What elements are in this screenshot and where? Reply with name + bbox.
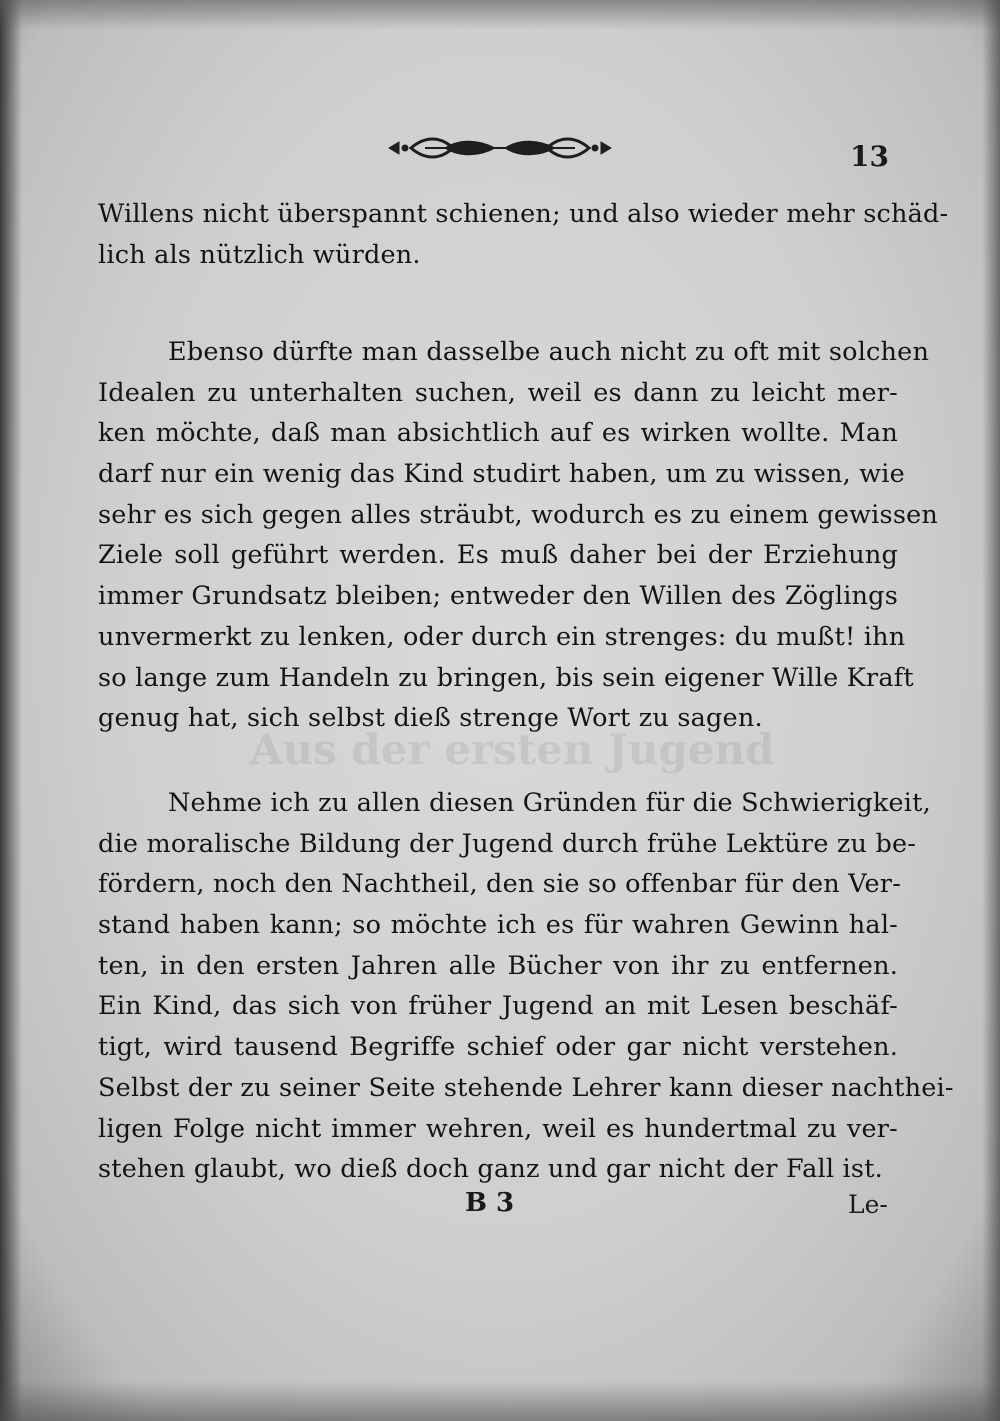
text-line: stand haben kann; so möchte ich es für wahren Gewinn hal- <box>98 910 898 941</box>
text-line: Ziele soll geführt werden. Es muß daher bei der Erziehung <box>98 540 898 571</box>
printer-signature: B 3 <box>465 1188 515 1218</box>
text-line: so lange zum Handeln zu bringen, bis sein eigener Wille Kraft <box>98 662 914 693</box>
paragraph-1 <box>98 194 949 275</box>
text-line: tigt, wird tausend Begriffe schief oder gar nicht verstehen. <box>98 1032 898 1063</box>
paragraph-3 <box>98 783 954 1190</box>
text-line: Selbst der zu seiner Seite stehende Lehrer kann dieser nachthei- <box>98 1072 954 1103</box>
page-number: 13 <box>850 140 889 173</box>
text-line: fördern, noch den Nachtheil, den sie so offenbar für den Ver- <box>98 869 902 900</box>
page-shadow-bottom <box>0 1381 1000 1421</box>
page-shadow-left <box>0 0 22 1421</box>
text-line: ligen Folge nicht immer wehren, weil es hundertmal zu ver- <box>98 1113 898 1144</box>
text-line: stehen glaubt, wo dieß doch ganz und gar nicht der Fall ist. <box>98 1154 883 1185</box>
text-line: Ebenso dürfte man dasselbe auch nicht zu oft mit solchen <box>168 337 930 367</box>
text-line: Willens nicht überspannt schienen; und also wieder mehr schäd- <box>98 199 949 229</box>
paragraph-2 <box>98 332 939 739</box>
page-shadow-right <box>982 0 1000 1421</box>
text-line: die moralische Bildung der Jugend durch frühe Lektüre zu be- <box>98 828 917 859</box>
text-line: Ein Kind, das sich von früher Jugend an mit Lesen beschäf- <box>98 991 898 1022</box>
text-line: sehr es sich gegen alles sträubt, wodurch es zu einem gewissen <box>98 499 939 530</box>
text-line: lich als nützlich würden. <box>98 239 421 270</box>
text-line: Idealen zu unterhalten suchen, weil es dann zu leicht mer- <box>98 377 898 408</box>
text-line: ten, in den ersten Jahren alle Bücher von ihr zu entfernen. <box>98 950 898 981</box>
text-line: unvermerkt zu lenken, oder durch ein strenges: du mußt! ihn <box>98 621 906 652</box>
show-through-text: Aus der ersten Jugend <box>250 725 775 774</box>
page-shadow-top <box>0 0 1000 30</box>
text-line: ken möchte, daß man absichtlich auf es wirken wollte. Man <box>98 418 898 449</box>
text-line: immer Grundsatz bleiben; entweder den Willen des Zöglings <box>98 581 898 612</box>
text-line: Nehme ich zu allen diesen Gründen für die Schwierigkeit, <box>168 788 931 818</box>
ornament-icon <box>385 128 615 168</box>
text-line: darf nur ein wenig das Kind studirt haben, um zu wissen, wie <box>98 459 905 490</box>
catchword: Le- <box>848 1190 888 1219</box>
text-line: genug hat, sich selbst dieß strenge Wort zu sagen. <box>98 703 763 734</box>
